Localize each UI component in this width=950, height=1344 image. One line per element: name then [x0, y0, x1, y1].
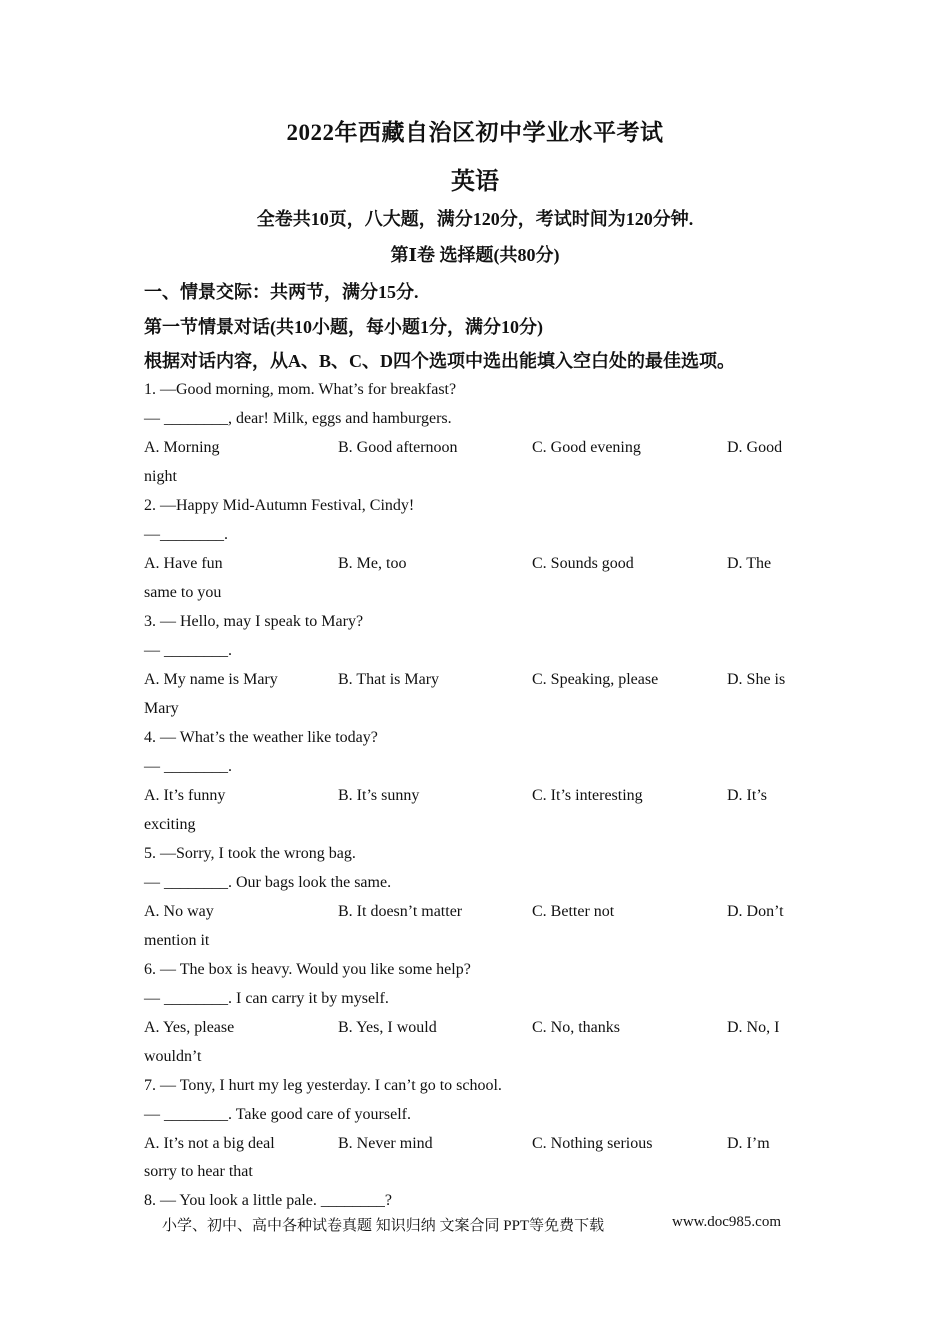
- q5-option-a: A. No way: [144, 903, 214, 920]
- q4-option-d-continued: exciting: [144, 816, 196, 833]
- q3-option-b: B. That is Mary: [338, 671, 440, 688]
- section-heading: 一、情景交际：共两节，满分15分.: [144, 282, 419, 302]
- q6-option-d: D. No, I: [727, 1019, 780, 1036]
- q1-option-a: A. Morning: [144, 439, 220, 456]
- q3-option-c: C. Speaking, please: [532, 671, 659, 688]
- question-6: 6. — The box is heavy. Would you like some help?: [144, 961, 471, 978]
- q5-option-c: C. Better not: [532, 903, 615, 920]
- q4-option-b: B. It’s sunny: [338, 787, 420, 804]
- question-6-answer-line: — ________. I can carry it by myself.: [144, 990, 389, 1007]
- q7-option-a: A. It’s not a big deal: [144, 1135, 275, 1152]
- q5-option-b: B. It doesn’t matter: [338, 903, 463, 920]
- q2-option-c: C. Sounds good: [532, 555, 634, 572]
- q5-option-d-continued: mention it: [144, 932, 210, 949]
- q7-option-c: C. Nothing serious: [532, 1135, 653, 1152]
- subject-title: 英语: [451, 169, 499, 195]
- question-7: 7. — Tony, I hurt my leg yesterday. I can’t go to school.: [144, 1077, 502, 1094]
- question-2: 2. —Happy Mid-Autumn Festival, Cindy!: [144, 497, 415, 514]
- question-3: 3. — Hello, may I speak to Mary?: [144, 613, 364, 630]
- question-1-answer-line: — ________, dear! Milk, eggs and hamburgers.: [144, 410, 452, 427]
- q1-option-d-continued: night: [144, 468, 177, 485]
- part-title: 第Ⅰ卷 选择题(共80分): [390, 245, 560, 265]
- section-subheading: 第一节情景对话(共10小题，每小题1分，满分10分): [144, 317, 543, 337]
- q1-option-b: B. Good afternoon: [338, 439, 458, 456]
- question-8: 8. — You look a little pale. ________?: [144, 1192, 392, 1209]
- q5-option-d: D. Don’t: [727, 903, 784, 920]
- question-7-answer-line: — ________. Take good care of yourself.: [144, 1106, 411, 1123]
- q7-option-d: D. I’m: [727, 1135, 770, 1152]
- question-2-answer-line: —________.: [144, 526, 228, 543]
- question-4: 4. — What’s the weather like today?: [144, 729, 378, 746]
- q3-option-d-continued: Mary: [144, 700, 179, 717]
- q6-option-c: C. No, thanks: [532, 1019, 620, 1036]
- q7-option-d-continued: sorry to hear that: [144, 1163, 253, 1180]
- question-4-answer-line: — ________.: [144, 758, 232, 775]
- q4-option-c: C. It’s interesting: [532, 787, 643, 804]
- q1-option-c: C. Good evening: [532, 439, 641, 456]
- question-5-answer-line: — ________. Our bags look the same.: [144, 874, 392, 891]
- q4-option-d: D. It’s: [727, 787, 767, 804]
- q6-option-a: A. Yes, please: [144, 1019, 235, 1036]
- question-5: 5. —Sorry, I took the wrong bag.: [144, 845, 356, 862]
- q2-option-d: D. The: [727, 555, 772, 572]
- footer-text: 小学、初中、高中各种试卷真题 知识归纳 文案合同 PPT等免费下载: [162, 1218, 605, 1234]
- q1-option-d: D. Good: [727, 439, 783, 456]
- q2-option-d-continued: same to you: [144, 584, 222, 601]
- footer-url[interactable]: www.doc985.com: [672, 1214, 782, 1230]
- q2-option-a: A. Have fun: [144, 555, 223, 572]
- q6-option-b: B. Yes, I would: [338, 1019, 437, 1036]
- q4-option-a: A. It’s funny: [144, 787, 226, 804]
- exam-info: 全卷共10页，八大题，满分120分，考试时间为120分钟.: [256, 209, 694, 229]
- section-instruction: 根据对话内容，从A、B、C、D四个选项中选出能填入空白处的最佳选项。: [144, 351, 735, 371]
- q3-option-d: D. She is: [727, 671, 786, 688]
- question-3-answer-line: — ________.: [144, 642, 232, 659]
- q6-option-d-continued: wouldn’t: [144, 1048, 202, 1065]
- exam-title: 2022年西藏自治区初中学业水平考试: [286, 120, 664, 145]
- q2-option-b: B. Me, too: [338, 555, 407, 572]
- question-1: 1. —Good morning, mom. What’s for breakfast?: [144, 381, 457, 398]
- q3-option-a: A. My name is Mary: [144, 671, 278, 688]
- q7-option-b: B. Never mind: [338, 1135, 433, 1152]
